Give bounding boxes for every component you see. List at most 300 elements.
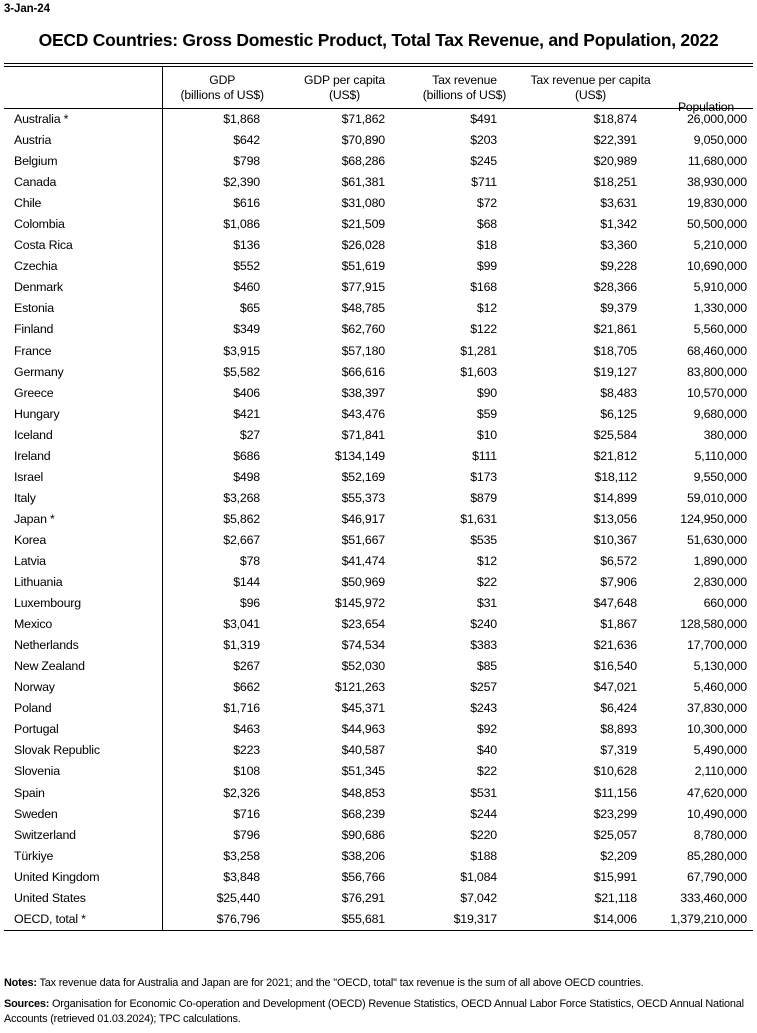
table-row <box>4 256 753 277</box>
cell-country: Costa Rica <box>4 235 162 256</box>
cell-country: Iceland <box>4 425 162 446</box>
cell-tax-per-capita: $2,209 <box>600 848 637 863</box>
cell-gdp-per-capita: $71,862 <box>341 112 385 126</box>
cell-population: 47,620,000 <box>686 785 747 800</box>
cell-tax-per-capita: $21,861 <box>593 322 637 337</box>
cell-gdp-per-capita: $57,180 <box>341 343 385 358</box>
cell-gdp-per-capita: $40,587 <box>341 743 385 758</box>
cell-tax-revenue: $257 <box>470 680 497 695</box>
cell-gdp-per-capita: $38,206 <box>341 848 385 863</box>
header-tax-revenue-line2: (billions of US$) <box>422 88 507 102</box>
cell-tax-per-capita: $10,628 <box>593 764 637 779</box>
cell-gdp: $108 <box>233 764 260 779</box>
cell-country: Greece <box>4 383 162 404</box>
cell-gdp: $25,440 <box>216 890 260 905</box>
cell-gdp-per-capita: $68,239 <box>341 806 385 821</box>
cell-tax-revenue: $168 <box>470 280 497 295</box>
table-row <box>4 404 753 425</box>
cell-tax-revenue: $173 <box>470 469 497 484</box>
cell-gdp-per-capita: $26,028 <box>341 238 385 253</box>
cell-gdp-per-capita: $76,291 <box>341 890 385 905</box>
cell-gdp: $78 <box>239 553 260 568</box>
cell-gdp-per-capita: $56,766 <box>341 869 385 884</box>
cell-gdp: $463 <box>233 722 260 737</box>
cell-gdp: $498 <box>233 469 260 484</box>
cell-tax-per-capita: $11,156 <box>594 785 637 800</box>
cell-tax-per-capita: $3,631 <box>600 196 637 211</box>
cell-country: Luxembourg <box>4 593 162 614</box>
cell-gdp: $406 <box>233 385 260 400</box>
cell-population: 1,330,000 <box>693 301 747 316</box>
header-population: Population <box>677 100 735 114</box>
cell-country: Sweden <box>4 804 162 825</box>
header-gdp-line2: (billions of US$) <box>180 88 264 102</box>
table-row <box>4 614 753 635</box>
cell-tax-revenue: $22 <box>476 575 497 590</box>
cell-country: Germany <box>4 362 162 383</box>
cell-tax-per-capita: $1,867 <box>600 617 637 632</box>
cell-country: Colombia <box>4 214 162 235</box>
table-row <box>4 825 753 846</box>
cell-country: New Zealand <box>4 656 162 677</box>
cell-gdp-per-capita: $145,972 <box>334 596 385 611</box>
cell-gdp-per-capita: $70,890 <box>341 133 385 148</box>
cell-gdp-per-capita: $38,397 <box>341 385 385 400</box>
cell-gdp: $3,041 <box>223 617 260 632</box>
header-country-blank-2 <box>4 88 162 108</box>
cell-tax-per-capita: $47,021 <box>593 680 637 695</box>
cell-gdp-per-capita: $51,667 <box>341 532 385 547</box>
cell-tax-revenue: $92 <box>476 722 497 737</box>
table-row <box>4 172 753 193</box>
cell-gdp: $460 <box>233 280 260 295</box>
cell-gdp-per-capita: $62,760 <box>341 322 385 337</box>
cell-country: United Kingdom <box>4 867 162 888</box>
cell-population: 1,379,210,000 <box>670 911 747 926</box>
cell-tax-revenue: $10 <box>476 427 497 442</box>
cell-gdp-per-capita: $46,917 <box>341 511 385 526</box>
cell-tax-per-capita: $6,424 <box>600 701 637 716</box>
cell-tax-revenue: $40 <box>476 743 497 758</box>
cell-gdp: $616 <box>233 196 260 211</box>
sources-text: Organisation for Economic Co-operation and Development (OECD) Revenue Statistics, OECD Annual Labor Force Statistics, OECD Annual National Accounts (retrieved 01.03.2024); TPC calculations. <box>4 997 744 1025</box>
notes-label: Notes: <box>4 977 37 989</box>
table-row <box>4 551 753 572</box>
data-table-container <box>4 63 753 931</box>
cell-tax-per-capita: $21,812 <box>593 448 637 463</box>
cell-population: 660,000 <box>703 596 747 611</box>
table-row <box>4 698 753 719</box>
cell-country: France <box>4 341 162 362</box>
cell-gdp-per-capita: $21,509 <box>341 217 385 232</box>
cell-gdp: $267 <box>233 659 260 674</box>
cell-population: 5,130,000 <box>693 659 747 674</box>
cell-tax-per-capita: $20,989 <box>593 154 637 169</box>
table-row <box>4 130 753 151</box>
cell-tax-revenue: $1,281 <box>460 343 497 358</box>
cell-gdp-per-capita: $52,169 <box>341 469 385 484</box>
table-row <box>4 425 753 446</box>
cell-tax-revenue: $111 <box>472 448 497 463</box>
cell-country: Latvia <box>4 551 162 572</box>
header-row-line2 <box>4 88 753 108</box>
table-row <box>4 804 753 825</box>
cell-population: 38,930,000 <box>686 175 747 190</box>
cell-gdp-per-capita: $51,619 <box>341 259 385 274</box>
cell-country: OECD, total * <box>4 909 162 930</box>
cell-gdp-per-capita: $74,534 <box>341 638 385 653</box>
cell-country: Austria <box>4 130 162 151</box>
notes-row <box>4 976 753 992</box>
cell-country: Korea <box>4 530 162 551</box>
cell-tax-per-capita: $10,367 <box>593 532 637 547</box>
cell-gdp: $662 <box>233 680 260 695</box>
cell-tax-revenue: $19,317 <box>453 911 497 926</box>
table-row <box>4 719 753 740</box>
cell-tax-per-capita: $16,540 <box>593 659 637 674</box>
cell-population: 5,490,000 <box>693 743 747 758</box>
cell-population: 10,490,000 <box>686 806 747 821</box>
cell-tax-per-capita: $13,056 <box>593 511 637 526</box>
cell-gdp-per-capita: $66,616 <box>341 364 385 379</box>
cell-tax-revenue: $531 <box>470 785 497 800</box>
cell-tax-per-capita: $8,893 <box>600 722 637 737</box>
cell-country: Israel <box>4 467 162 488</box>
cell-population: 37,830,000 <box>686 701 747 716</box>
cell-tax-revenue: $1,631 <box>460 511 497 526</box>
cell-gdp: $716 <box>233 806 260 821</box>
sources-row <box>4 997 753 1028</box>
page-title: OECD Countries: Gross Domestic Product, Total Tax Revenue, and Population, 2022 <box>38 30 719 50</box>
table-row <box>4 298 753 319</box>
header-row-line1 <box>4 67 753 88</box>
cell-tax-revenue: $122 <box>470 322 497 337</box>
cell-country: Japan * <box>4 509 162 530</box>
cell-population: 19,830,000 <box>686 196 747 211</box>
cell-tax-revenue: $1,603 <box>460 364 497 379</box>
cell-population: 17,700,000 <box>686 638 747 653</box>
table-row <box>4 909 753 930</box>
cell-population: 68,460,000 <box>686 343 747 358</box>
cell-country: Portugal <box>4 719 162 740</box>
cell-population: 59,010,000 <box>686 490 747 505</box>
table-row <box>4 383 753 404</box>
cell-gdp-per-capita: $48,853 <box>341 785 385 800</box>
cell-gdp-per-capita: $52,030 <box>341 659 385 674</box>
cell-population: 10,690,000 <box>686 259 747 274</box>
cell-country: Belgium <box>4 151 162 172</box>
cell-gdp: $686 <box>233 448 260 463</box>
header-tax-revenue-line1: Tax revenue <box>432 73 497 87</box>
cell-country: Finland <box>4 319 162 340</box>
cell-tax-revenue: $535 <box>470 532 497 547</box>
cell-tax-per-capita: $18,112 <box>594 469 637 484</box>
cell-country: Slovak Republic <box>4 740 162 761</box>
cell-gdp-per-capita: $45,371 <box>341 701 385 716</box>
cell-gdp: $796 <box>233 827 260 842</box>
cell-tax-revenue: $220 <box>470 827 497 842</box>
table-row <box>4 109 753 131</box>
cell-gdp-per-capita: $71,841 <box>341 427 385 442</box>
cell-country: Australia * <box>4 109 162 131</box>
cell-tax-revenue: $99 <box>476 259 497 274</box>
table-header <box>4 67 753 114</box>
cell-population: 11,680,000 <box>687 154 747 169</box>
cell-population: 26,000,000 <box>686 112 747 126</box>
table-row <box>4 467 753 488</box>
cell-tax-per-capita: $23,299 <box>593 806 637 821</box>
cell-tax-revenue: $879 <box>470 490 497 505</box>
cell-tax-per-capita: $9,379 <box>600 301 637 316</box>
cell-population: 83,800,000 <box>686 364 747 379</box>
table-row <box>4 214 753 235</box>
cell-country: Slovenia <box>4 761 162 782</box>
cell-population: 5,910,000 <box>693 280 747 295</box>
cell-gdp-per-capita: $90,686 <box>341 827 385 842</box>
cell-country: Switzerland <box>4 825 162 846</box>
cell-population: 10,300,000 <box>686 722 747 737</box>
table-row <box>4 593 753 614</box>
cell-gdp-per-capita: $61,381 <box>341 175 385 190</box>
cell-country: Estonia <box>4 298 162 319</box>
cell-tax-per-capita: $21,636 <box>593 638 637 653</box>
cell-country: Canada <box>4 172 162 193</box>
cell-tax-per-capita: $9,228 <box>600 259 637 274</box>
table-row <box>4 319 753 340</box>
cell-gdp: $1,086 <box>223 217 260 232</box>
table-row <box>4 572 753 593</box>
cell-gdp-per-capita: $134,149 <box>334 448 385 463</box>
cell-tax-per-capita: $19,127 <box>593 364 637 379</box>
cell-tax-revenue: $59 <box>476 406 497 421</box>
cell-country: Spain <box>4 783 162 804</box>
cell-population: 8,780,000 <box>693 827 747 842</box>
cell-population: 5,210,000 <box>693 238 747 253</box>
cell-population: 67,790,000 <box>686 869 747 884</box>
cell-gdp: $1,716 <box>223 701 260 716</box>
cell-tax-revenue: $491 <box>470 112 497 126</box>
cell-tax-per-capita: $6,572 <box>600 553 637 568</box>
cell-tax-per-capita: $22,391 <box>593 133 637 148</box>
cell-country: Norway <box>4 677 162 698</box>
cell-tax-revenue: $383 <box>470 638 497 653</box>
footer-notes <box>4 976 753 1033</box>
table-row <box>4 888 753 909</box>
cell-gdp: $3,268 <box>223 490 260 505</box>
table-row <box>4 235 753 256</box>
cell-tax-per-capita: $7,906 <box>600 575 637 590</box>
cell-country: Mexico <box>4 614 162 635</box>
table-row <box>4 530 753 551</box>
cell-gdp: $798 <box>233 154 260 169</box>
cell-tax-per-capita: $47,648 <box>593 596 637 611</box>
cell-tax-revenue: $1,084 <box>460 869 497 884</box>
cell-tax-per-capita: $25,057 <box>593 827 637 842</box>
cell-tax-per-capita: $21,118 <box>594 890 637 905</box>
cell-gdp: $2,667 <box>223 532 260 547</box>
cell-gdp: $421 <box>233 406 260 421</box>
cell-tax-per-capita: $14,899 <box>593 490 637 505</box>
cell-tax-per-capita: $18,705 <box>593 343 637 358</box>
oecd-data-table <box>4 67 753 930</box>
cell-tax-per-capita: $18,874 <box>593 112 637 126</box>
cell-population: 85,280,000 <box>686 848 747 863</box>
cell-country: Denmark <box>4 277 162 298</box>
cell-population: 5,110,000 <box>694 448 747 463</box>
cell-gdp: $642 <box>233 133 260 148</box>
cell-country: Czechia <box>4 256 162 277</box>
table-row <box>4 635 753 656</box>
table-row <box>4 446 753 467</box>
cell-gdp: $552 <box>233 259 260 274</box>
cell-tax-per-capita: $7,319 <box>600 743 637 758</box>
cell-gdp: $96 <box>239 596 260 611</box>
table-row <box>4 277 753 298</box>
header-gdp-line1: GDP <box>209 73 236 87</box>
table-bottom-rule <box>4 930 753 931</box>
date-stamp: 3-Jan-24 <box>4 3 50 15</box>
cell-country: United States <box>4 888 162 909</box>
cell-country: Türkiye <box>4 846 162 867</box>
header-country-blank <box>4 67 162 88</box>
cell-tax-per-capita: $15,991 <box>593 869 637 884</box>
notes-text: Tax revenue data for Australia and Japan are for 2021; and the "OECD, total" tax revenue is the sum of all above OECD countries. <box>36 977 644 989</box>
cell-population: 9,050,000 <box>693 133 747 148</box>
table-row <box>4 867 753 888</box>
cell-population: 128,580,000 <box>680 617 747 632</box>
cell-tax-revenue: $85 <box>476 659 497 674</box>
cell-tax-per-capita: $25,584 <box>593 427 637 442</box>
cell-tax-per-capita: $3,360 <box>600 238 637 253</box>
cell-gdp: $2,390 <box>223 175 260 190</box>
cell-population: 333,460,000 <box>680 890 747 905</box>
cell-tax-revenue: $12 <box>476 553 497 568</box>
cell-tax-revenue: $68 <box>476 217 497 232</box>
cell-population: 2,110,000 <box>694 764 747 779</box>
cell-gdp-per-capita: $50,969 <box>341 575 385 590</box>
table-row <box>4 151 753 172</box>
cell-tax-revenue: $72 <box>476 196 497 211</box>
cell-gdp: $144 <box>233 575 260 590</box>
cell-population: 2,830,000 <box>693 575 747 590</box>
cell-gdp: $2,326 <box>223 785 260 800</box>
cell-tax-revenue: $7,042 <box>460 890 497 905</box>
cell-population: 380,000 <box>703 427 747 442</box>
table-row <box>4 846 753 867</box>
cell-gdp: $5,862 <box>223 511 260 526</box>
cell-population: 50,500,000 <box>686 217 747 232</box>
cell-tax-per-capita: $8,483 <box>600 385 637 400</box>
table-row <box>4 740 753 761</box>
cell-tax-revenue: $244 <box>470 806 497 821</box>
cell-population: 51,630,000 <box>686 532 747 547</box>
cell-population: 5,460,000 <box>693 680 747 695</box>
cell-gdp: $76,796 <box>216 911 260 926</box>
cell-gdp-per-capita: $48,785 <box>341 301 385 316</box>
cell-gdp-per-capita: $121,263 <box>334 680 385 695</box>
cell-population: 9,550,000 <box>693 469 747 484</box>
header-gdp-per-capita-line1: GDP per capita <box>304 73 385 87</box>
cell-tax-revenue: $18 <box>476 238 497 253</box>
cell-gdp-per-capita: $41,474 <box>341 553 385 568</box>
cell-gdp: $3,848 <box>223 869 260 884</box>
cell-tax-per-capita: $28,366 <box>593 280 637 295</box>
cell-gdp-per-capita: $51,345 <box>341 764 385 779</box>
cell-tax-per-capita: $18,251 <box>593 175 637 190</box>
cell-tax-per-capita: $1,342 <box>600 217 637 232</box>
table-row <box>4 761 753 782</box>
cell-gdp: $65 <box>239 301 260 316</box>
cell-gdp-per-capita: $55,373 <box>341 490 385 505</box>
cell-population: 10,570,000 <box>686 385 747 400</box>
table-row <box>4 509 753 530</box>
cell-country: Hungary <box>4 404 162 425</box>
cell-gdp-per-capita: $43,476 <box>341 406 385 421</box>
cell-gdp: $5,582 <box>223 364 260 379</box>
cell-tax-revenue: $203 <box>470 133 497 148</box>
table-row <box>4 783 753 804</box>
table-row <box>4 362 753 383</box>
cell-gdp-per-capita: $44,963 <box>341 722 385 737</box>
table-row <box>4 341 753 362</box>
cell-gdp: $27 <box>239 427 260 442</box>
header-tax-per-capita-line1: Tax revenue per capita <box>530 73 651 87</box>
cell-tax-per-capita: $6,125 <box>600 406 637 421</box>
cell-tax-per-capita: $14,006 <box>593 911 637 926</box>
cell-gdp: $349 <box>233 322 260 337</box>
cell-gdp-per-capita: $77,915 <box>341 280 385 295</box>
cell-country: Poland <box>4 698 162 719</box>
cell-country: Netherlands <box>4 635 162 656</box>
cell-country: Italy <box>4 488 162 509</box>
cell-tax-revenue: $12 <box>476 301 497 316</box>
cell-population: 124,950,000 <box>680 511 747 526</box>
cell-gdp: $223 <box>233 743 260 758</box>
sources-label: Sources: <box>4 997 50 1010</box>
header-tax-per-capita-line2: (US$) <box>574 88 607 102</box>
cell-country: Chile <box>4 193 162 214</box>
table-row <box>4 677 753 698</box>
cell-tax-revenue: $240 <box>470 617 497 632</box>
cell-tax-revenue: $245 <box>470 154 497 169</box>
cell-gdp: $1,319 <box>223 638 260 653</box>
cell-gdp-per-capita: $68,286 <box>341 154 385 169</box>
cell-population: 1,890,000 <box>693 553 747 568</box>
cell-tax-revenue: $188 <box>470 848 497 863</box>
cell-gdp: $136 <box>233 238 260 253</box>
table-body <box>4 109 753 930</box>
cell-country: Lithuania <box>4 572 162 593</box>
cell-gdp: $3,258 <box>223 848 260 863</box>
cell-tax-revenue: $22 <box>476 764 497 779</box>
cell-tax-revenue: $243 <box>470 701 497 716</box>
cell-gdp-per-capita: $31,080 <box>341 196 385 211</box>
cell-country: Ireland <box>4 446 162 467</box>
header-gdp-per-capita-line2: (US$) <box>328 88 361 102</box>
table-row <box>4 193 753 214</box>
cell-gdp-per-capita: $23,654 <box>341 617 385 632</box>
table-row <box>4 488 753 509</box>
cell-tax-revenue: $31 <box>476 596 497 611</box>
cell-population: 9,680,000 <box>693 406 747 421</box>
cell-tax-revenue: $90 <box>476 385 497 400</box>
cell-population: 5,560,000 <box>693 322 747 337</box>
cell-tax-revenue: $711 <box>471 175 497 190</box>
cell-gdp-per-capita: $55,681 <box>341 911 385 926</box>
cell-gdp: $1,868 <box>223 112 260 126</box>
cell-gdp: $3,915 <box>223 343 260 358</box>
table-row <box>4 656 753 677</box>
